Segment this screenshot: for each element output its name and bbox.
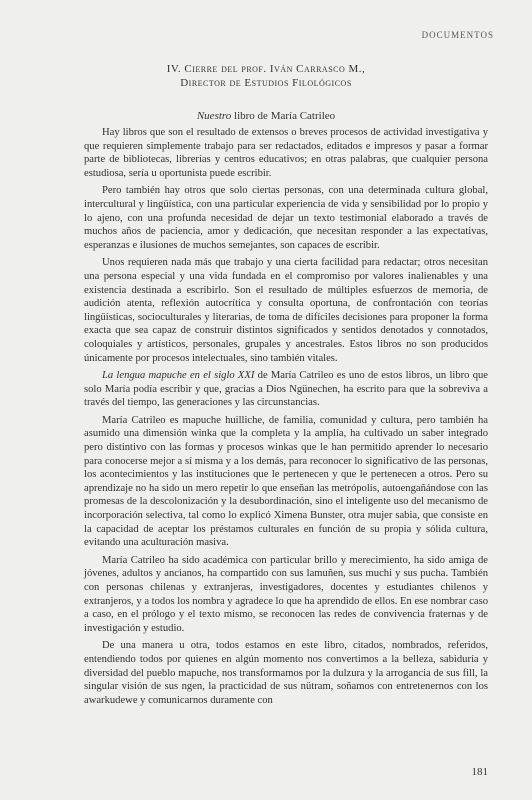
paragraph-text: de María Catrileo es uno de estos libros, un libro que solo María podía escribir y que, gracias a Dios Ngünechen, ha escrito para que la sobreviva a través del tiempo, las generaciones y las circunstancias.: [84, 370, 488, 409]
body-text: [84, 126, 488, 711]
running-header: DOCUMENTOS: [421, 30, 494, 40]
title-block: [0, 62, 532, 90]
title-line-1: IV. Cierre del prof. Iván Carrasco M.,: [166, 63, 366, 75]
page-number: 181: [471, 766, 488, 778]
paragraph-text: María Catrileo ha sido académica con particular brillo y merecimiento, ha sido amiga de jóvenes, adultos y ancianos, ha compartido con sus lamuñen, sus muchi y sus pucha. También con personas chilenas y extranjeras, investigadores, docentes y estudiantes chilenos y extranjeros, y a todos los nombra y agradece lo que ha aprendido de ellos. En ese nombrar caso a caso, en el prólogo y el texto mismo, se reconocen las redes de convivencia fraternas y de investigación y estudio.: [84, 554, 488, 634]
paragraph-text: Unos requieren nada más que trabajo y una cierta facilidad para redactar; otros necesitan una persona especial y una vida fundada en el compromiso por valores inalienables y una existencia destinada a escribirlo. Son el resultado de múltiples esfuerzos de memoria, de audición atenta, reflexión autocrítica y consulta oportuna, de confrontación con teorías lingüísticas, socioculturales y literarias, de toma de difíciles decisiones para proponer la forma exacta que sea capaz de construir distintos significados y sentidos denotados y connotados, coloquiales y artísticos, personales, grupales y ancestrales. Estos libros no son producidos únicamente por procesos intelectuales, sino también vitales.: [84, 257, 488, 364]
paragraph: [84, 184, 488, 252]
paragraph: [84, 126, 488, 180]
paragraph: [84, 369, 488, 410]
paragraph: [84, 554, 488, 636]
paragraph-text: Hay libros que son el resultado de extensos o breves procesos de actividad investigativa y que requieren simplemente trabajo para ser redactados, editados e impresos y pasar a formar parte de bibliotecas, librerías y centros educativos; en otras palabras, que cualquier persona estudiosa, sería u oportunista puede escribir.: [84, 127, 488, 179]
subtitle-rest: libro de María Catrileo: [231, 110, 336, 122]
paragraph: [84, 256, 488, 365]
paragraph-text: María Catrileo es mapuche huilliche, de familia, comunidad y cultura, pero también ha asumido una dimensión winka que la completa y la amplía, ha cultivado un saber integrado pero distintivo con las formas y procesos winkas que le han permitido aprender lo necesario para conocerse mejor a sí misma y a los demás, para reconocer lo significativo de las personas, los acontecimientos y las instituciones que le pertenecen y que le pertenecen a otros. Pero su aprendizaje no ha sido un mero repetir lo que enseñan las metrópolis, autoengañándose con las promesas de la descolonización y la desubordinación, sino el inteligente uso del mecanismo de incorporación selectiva, tal como lo explicó Ximena Bunster, otra mujer sabia, que consiste en la capacidad de aceptar los préstamos culturales en función de su propia y sólida cultura, evitando una aculturación masiva.: [84, 414, 488, 549]
paragraph-text: Pero también hay otros que solo ciertas personas, con una determinada cultura global, intercultural y lingüística, con una particular experiencia de vida y sensibilidad por lo propio y lo ajeno, con una profunda necesidad de dejar un texto testimonial elaborado a través de muchos años de paciencia, amor y dedicación, que necesitan responder a las expectativas, esperanzas e ilusiones de muchos semejantes, son capaces de escribir.: [84, 185, 488, 251]
subtitle-italic: Nuestro: [196, 110, 232, 122]
title-line-2: Director de Estudios Filológicos: [180, 77, 352, 89]
paragraph-text: De una manera u otra, todos estamos en este libro, citados, nombrados, referidos, entendiendo todos por quienes en algún momento nos convertimos a la belleza, sabiduría y diversidad del pueblo mapuche, nos transformamos por la dulzura y la arrogancia de sus fill, la singular visión de sus ngen, la practicidad de sus nütram, soñamos con entretenernos con los awarkudewe y comunicarnos duramente con: [84, 640, 488, 706]
paragraph: [84, 414, 488, 550]
subtitle: [0, 110, 532, 122]
paragraph: [84, 639, 488, 707]
book-title-italic: La lengua mapuche en el siglo XXI: [102, 370, 255, 382]
